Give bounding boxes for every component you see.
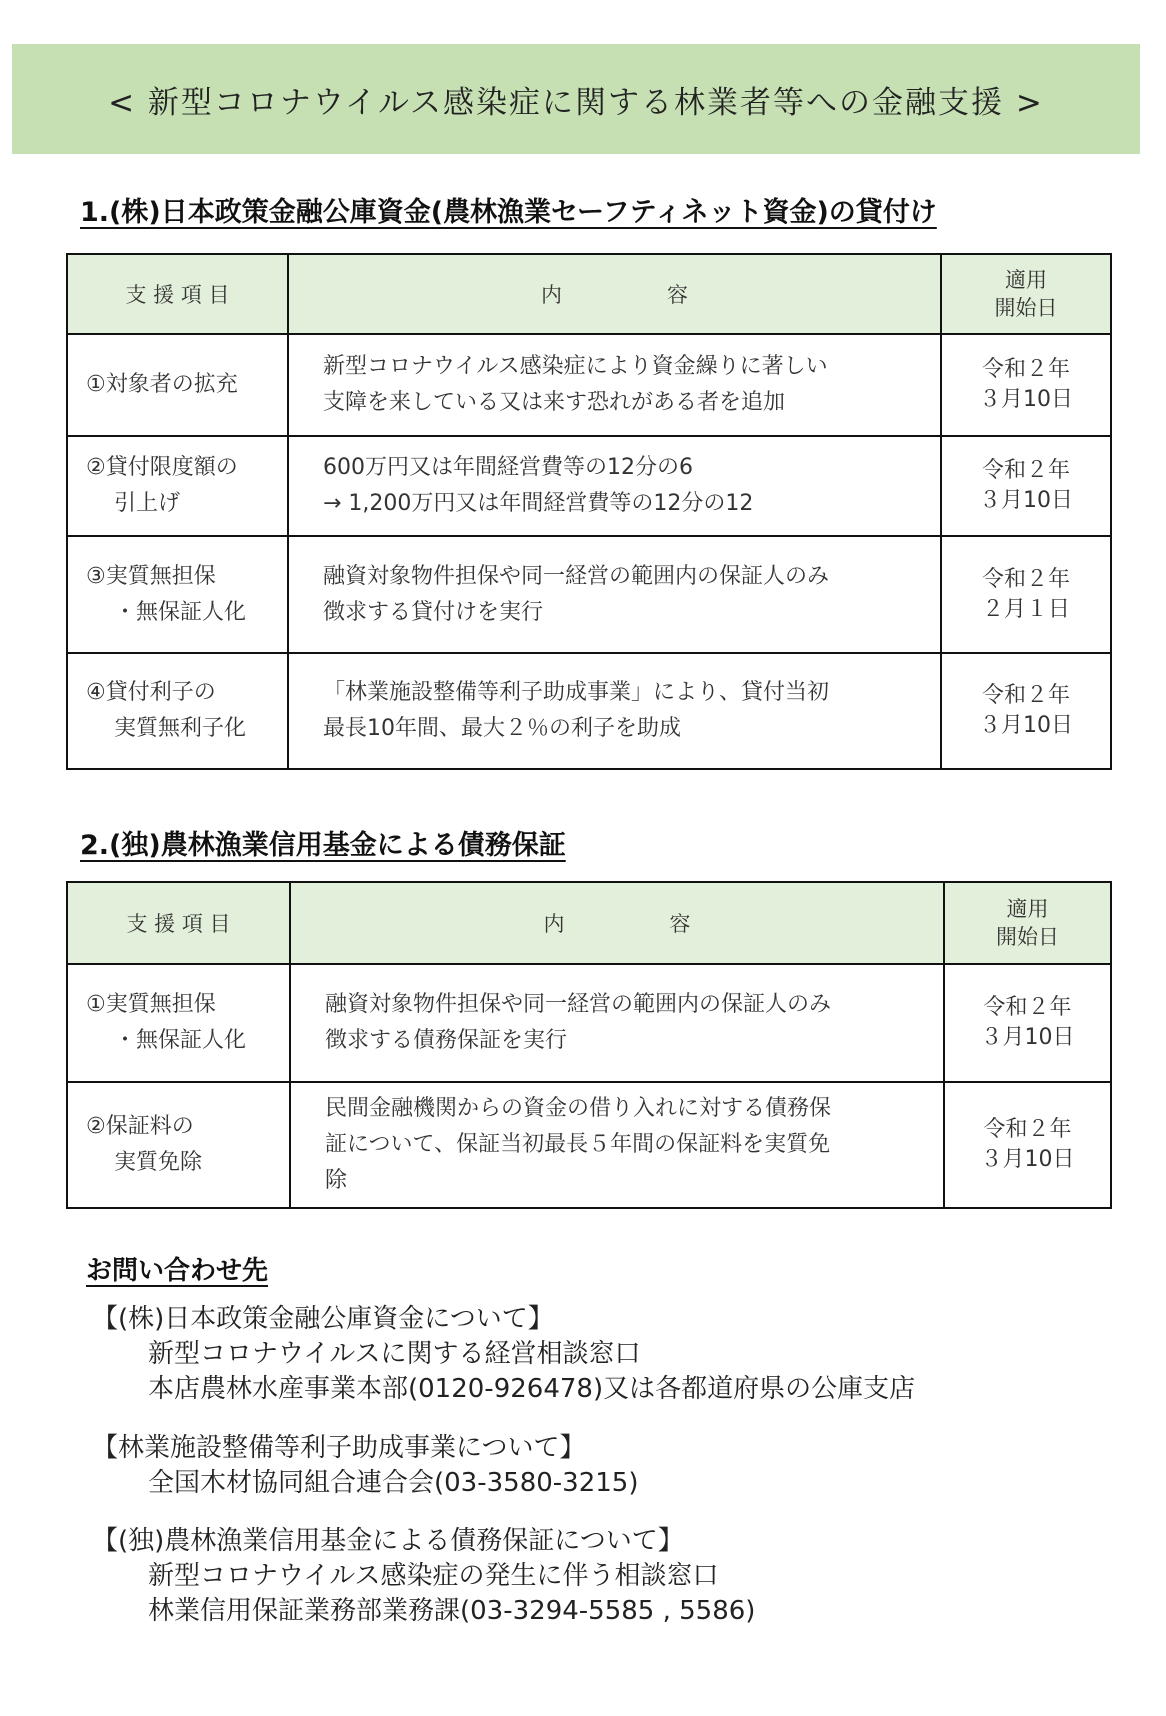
header-content: 内 容: [290, 882, 944, 964]
table-row: [67, 334, 1111, 436]
header-content: 内 容: [288, 254, 941, 334]
contact-group: [92, 1431, 638, 1501]
contact-group: [92, 1524, 755, 1629]
table-header-row: [67, 882, 1111, 964]
row-item: ③実質無担保 ・無保証人化: [67, 536, 288, 653]
page-title: < 新型コロナウイルス感染症に関する林業者等への金融支援 >: [108, 84, 1044, 121]
row-date: 令和２年 ３月10日: [941, 334, 1111, 436]
header-item: 支 援 項 目: [67, 254, 288, 334]
contact-group: [92, 1302, 915, 1407]
row-item: ①対象者の拡充: [67, 334, 288, 436]
table-header-row: [67, 254, 1111, 334]
section-1-title: 1.(株)日本政策金融公庫資金(農林漁業セーフティネット資金)の貸付け: [80, 197, 937, 228]
row-date: 令和２年 ３月10日: [941, 653, 1111, 769]
section-1-table: [66, 253, 1112, 770]
header-date: 適用 開始日: [941, 254, 1111, 334]
row-date: 令和２年 ２月１日: [941, 536, 1111, 653]
row-item: ②貸付限度額の 引上げ: [67, 436, 288, 536]
contact-group-heading: 【林業施設整備等利子助成事業について】: [92, 1433, 586, 1463]
row-item: ②保証料の 実質免除: [67, 1082, 290, 1208]
table-row: [67, 1082, 1111, 1208]
contact-line: 全国木材協同組合連合会(03-3580-3215): [148, 1468, 639, 1498]
table-row: [67, 964, 1111, 1082]
row-date: 令和２年 ３月10日: [941, 436, 1111, 536]
contact-line: 本店農林水産事業本部(0120-926478)又は各都道府県の公庫支店: [148, 1374, 916, 1404]
row-date: 令和２年 ３月10日: [944, 1082, 1111, 1208]
contact-line: 新型コロナウイルスに関する経営相談窓口: [148, 1339, 641, 1369]
section-2-table: [66, 881, 1112, 1209]
section-2-title: 2.(独)農林漁業信用基金による債務保証: [80, 830, 566, 861]
header-date: 適用 開始日: [944, 882, 1111, 964]
contact-line: 林業信用保証業務部業務課(03-3294-5585 , 5586): [148, 1596, 756, 1626]
contact-line: 新型コロナウイルス感染症の発生に伴う相談窓口: [148, 1561, 719, 1591]
table-row: [67, 536, 1111, 653]
contact-group-heading: 【(独)農林漁業信用基金による債務保証について】: [92, 1526, 684, 1556]
row-content: 新型コロナウイルス感染症により資金繰りに著しい 支障を来している又は来す恐れがある者を追加: [288, 334, 941, 436]
row-content: 融資対象物件担保や同一経営の範囲内の保証人のみ 徴求する貸付けを実行: [288, 536, 941, 653]
row-content: 「林業施設整備等利子助成事業」により、貸付当初 最長10年間、最大２％の利子を助成: [288, 653, 941, 769]
row-content: 民間金融機関からの資金の借り入れに対する債務保 証について、保証当初最長５年間の保証料を実質免 除: [290, 1082, 944, 1208]
row-date: 令和２年 ３月10日: [944, 964, 1111, 1082]
header-item: 支 援 項 目: [67, 882, 290, 964]
row-item: ①実質無担保 ・無保証人化: [67, 964, 290, 1082]
table-row: [67, 653, 1111, 769]
table-row: [67, 436, 1111, 536]
row-content: 融資対象物件担保や同一経営の範囲内の保証人のみ 徴求する債務保証を実行: [290, 964, 944, 1082]
contact-group-heading: 【(株)日本政策金融公庫資金について】: [92, 1304, 554, 1334]
row-item: ④貸付利子の 実質無利子化: [67, 653, 288, 769]
page-banner: [12, 44, 1140, 154]
contact-title: お問い合わせ先: [86, 1256, 269, 1286]
row-content: 600万円又は年間経営費等の12分の6 → 1,200万円又は年間経営費等の12分の12: [288, 436, 941, 536]
